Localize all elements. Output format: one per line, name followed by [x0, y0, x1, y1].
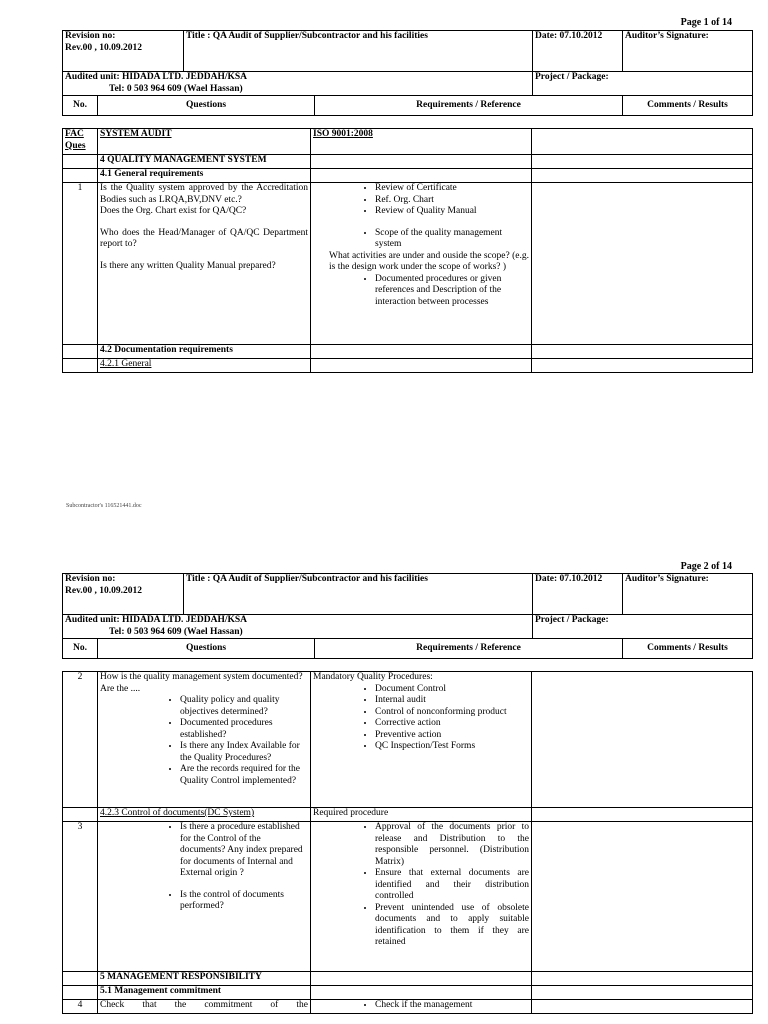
requirement-item: • Ensure that external documents are identified and their distribution controlled: [375, 868, 529, 903]
comments-cell: [532, 822, 753, 972]
page-2: [0, 555, 768, 1024]
col-questions: Questions: [98, 96, 315, 116]
question-text: [98, 183, 311, 345]
question-text: [98, 822, 311, 972]
requirement-item: • Scope of the quality management system: [375, 228, 529, 251]
question-number: 3: [63, 822, 98, 972]
empty-cell: [532, 359, 753, 373]
revision-cell: [63, 31, 184, 72]
auditor-signature-cell: Auditor’s Signature:: [623, 31, 753, 72]
title-cell: Title : QA Audit of Supplier/Subcontractor and his facilities: [184, 31, 533, 72]
requirement-item: • Review of Certificate: [375, 183, 529, 195]
requirement-note: What activities are under and ouside the scope? (e.g. is the design work under the scope of works? ): [329, 250, 529, 272]
question-item: • Is there a procedure established for the Control of the documents? Any index prepared for documents of Internal and External origin ?: [180, 822, 308, 880]
col-comments: Comments / Results: [623, 96, 753, 116]
requirement-item: • Ref. Org. Chart: [375, 195, 529, 207]
revision-value: Rev.00 , 10.09.2012: [65, 42, 143, 53]
section-heading: 4.2 Documentation requirements: [98, 345, 311, 359]
section-heading: 4 QUALITY MANAGEMENT SYSTEM: [98, 155, 311, 169]
col-no: No.: [63, 96, 98, 116]
empty-cell: [311, 972, 532, 986]
requirements-text: [311, 183, 532, 345]
col-requirements: Requirements / Reference: [315, 96, 623, 116]
question-text: [98, 672, 311, 808]
requirement-item: • Corrective action: [375, 718, 529, 730]
comments-cell: [532, 183, 753, 345]
empty-cell: [311, 345, 532, 359]
empty-cell: [311, 359, 532, 373]
comments-cell: [532, 1000, 753, 1014]
question-number: 4: [63, 1000, 98, 1014]
tel: Tel: 0 503 964 609 (Wael Hassan): [109, 626, 243, 637]
empty-cell: [311, 169, 532, 183]
fac-ques: FAC Ques: [63, 129, 98, 155]
question-line: Is there any written Quality Manual prepared?: [100, 260, 276, 271]
requirement-item: • Prevent unintended use of obsolete documents and to apply suitable identification to them if they are retained: [375, 903, 529, 949]
audit-table-2: [62, 671, 753, 1014]
section-heading: 4.1 General requirements: [98, 169, 311, 183]
col-no: No.: [63, 639, 98, 659]
audited-unit-cell: [63, 615, 533, 639]
requirement-item: • Document Control: [375, 684, 529, 696]
requirements-text: [311, 1000, 532, 1014]
question-item: • Are the records required for the Quality Control implemented?: [180, 764, 308, 787]
section-heading: 5.1 Management commitment: [98, 986, 311, 1000]
project-package-cell: Project / Package:: [533, 615, 753, 639]
question-item: • Documented procedures established?: [180, 718, 308, 741]
tel: Tel: 0 503 964 609 (Wael Hassan): [109, 83, 243, 94]
empty-cell: [532, 808, 753, 822]
empty-cell: [532, 169, 753, 183]
auditor-signature-cell: Auditor’s Signature:: [623, 574, 753, 615]
empty-cell: [532, 155, 753, 169]
question-number: 2: [63, 672, 98, 808]
empty-cell: [532, 345, 753, 359]
question-line: How is the quality management system documented? Are the ....: [100, 672, 303, 694]
question-item: • Is the control of documents performed?: [180, 890, 308, 913]
iso-standard: ISO 9001:2008: [311, 129, 532, 155]
empty-cell: [63, 169, 98, 183]
empty-cell: [63, 359, 98, 373]
audited-unit: Audited unit: HIDADA LTD. JEDDAH/KSA: [65, 72, 248, 82]
empty-cell: [532, 972, 753, 986]
audited-unit: Audited unit: HIDADA LTD. JEDDAH/KSA: [65, 615, 248, 625]
empty-cell: [311, 155, 532, 169]
revision-label: Revision no:: [65, 574, 116, 584]
requirements-text: [311, 822, 532, 972]
section-heading: 4.2.1 General: [98, 359, 311, 373]
project-package-cell: Project / Package:: [533, 72, 753, 96]
empty-cell: [63, 972, 98, 986]
requirement-item: • Preventive action: [375, 730, 529, 742]
file-footer: Subcontractor's 116521441.doc: [66, 503, 142, 509]
question-line: Does the Org. Chart exist for QA/QC?: [100, 206, 247, 216]
empty-cell: [63, 808, 98, 822]
col-comments: Comments / Results: [623, 639, 753, 659]
revision-label: Revision no:: [65, 31, 116, 41]
question-line: Is the Quality system approved by the Accreditation Bodies such as LRQA,BV,DNV etc.?: [100, 183, 308, 205]
audit-table-1: [62, 128, 753, 373]
requirement-item: • Documented procedures or given references and Description of the interaction between processes: [375, 274, 529, 309]
system-audit: SYSTEM AUDIT: [98, 129, 311, 155]
question-item: • Quality policy and quality objectives determined?: [180, 695, 308, 718]
audited-unit-cell: [63, 72, 533, 96]
revision-cell: [63, 574, 184, 615]
date-cell: Date: 07.10.2012: [533, 31, 623, 72]
section-heading: 4.2.3 Control of documents(DC System): [98, 808, 311, 822]
comments-cell: [532, 672, 753, 808]
empty-cell: [311, 986, 532, 1000]
col-questions: Questions: [98, 639, 315, 659]
section-note: Required procedure: [311, 808, 532, 822]
empty-cell: [63, 155, 98, 169]
requirements-text: [311, 672, 532, 808]
question-number: 1: [63, 183, 98, 345]
date-cell: Date: 07.10.2012: [533, 574, 623, 615]
question-text: Check that the commitment of the: [98, 1000, 311, 1014]
section-heading: 5 MANAGEMENT RESPONSIBILITY: [98, 972, 311, 986]
page-number: Page 1 of 14: [680, 17, 732, 28]
title-cell: Title : QA Audit of Supplier/Subcontractor and his facilities: [184, 574, 533, 615]
empty-cell: [532, 986, 753, 1000]
empty-cell: [63, 345, 98, 359]
col-requirements: Requirements / Reference: [315, 639, 623, 659]
header-table: [62, 30, 753, 116]
empty-cell: [63, 986, 98, 1000]
requirement-item: • Internal audit: [375, 695, 529, 707]
page-number: Page 2 of 14: [680, 561, 732, 572]
requirement-item: • Control of nonconforming product: [375, 707, 529, 719]
requirement-item: • Approval of the documents prior to release and Distribution to the responsible personnel. (Distribution Matrix): [375, 822, 529, 868]
question-line: Who does the Head/Manager of QA/QC Department report to?: [100, 227, 308, 249]
revision-value: Rev.00 , 10.09.2012: [65, 585, 143, 596]
requirement-item: • Review of Quality Manual: [375, 206, 529, 218]
empty-cell: [532, 129, 753, 155]
question-item: • Is there any Index Available for the Quality Procedures?: [180, 741, 308, 764]
requirement-note: Mandatory Quality Procedures:: [313, 672, 433, 682]
requirement-item: • Check if the management: [375, 1000, 529, 1012]
requirement-item: • QC Inspection/Test Forms: [375, 741, 529, 753]
header-table: [62, 573, 753, 659]
